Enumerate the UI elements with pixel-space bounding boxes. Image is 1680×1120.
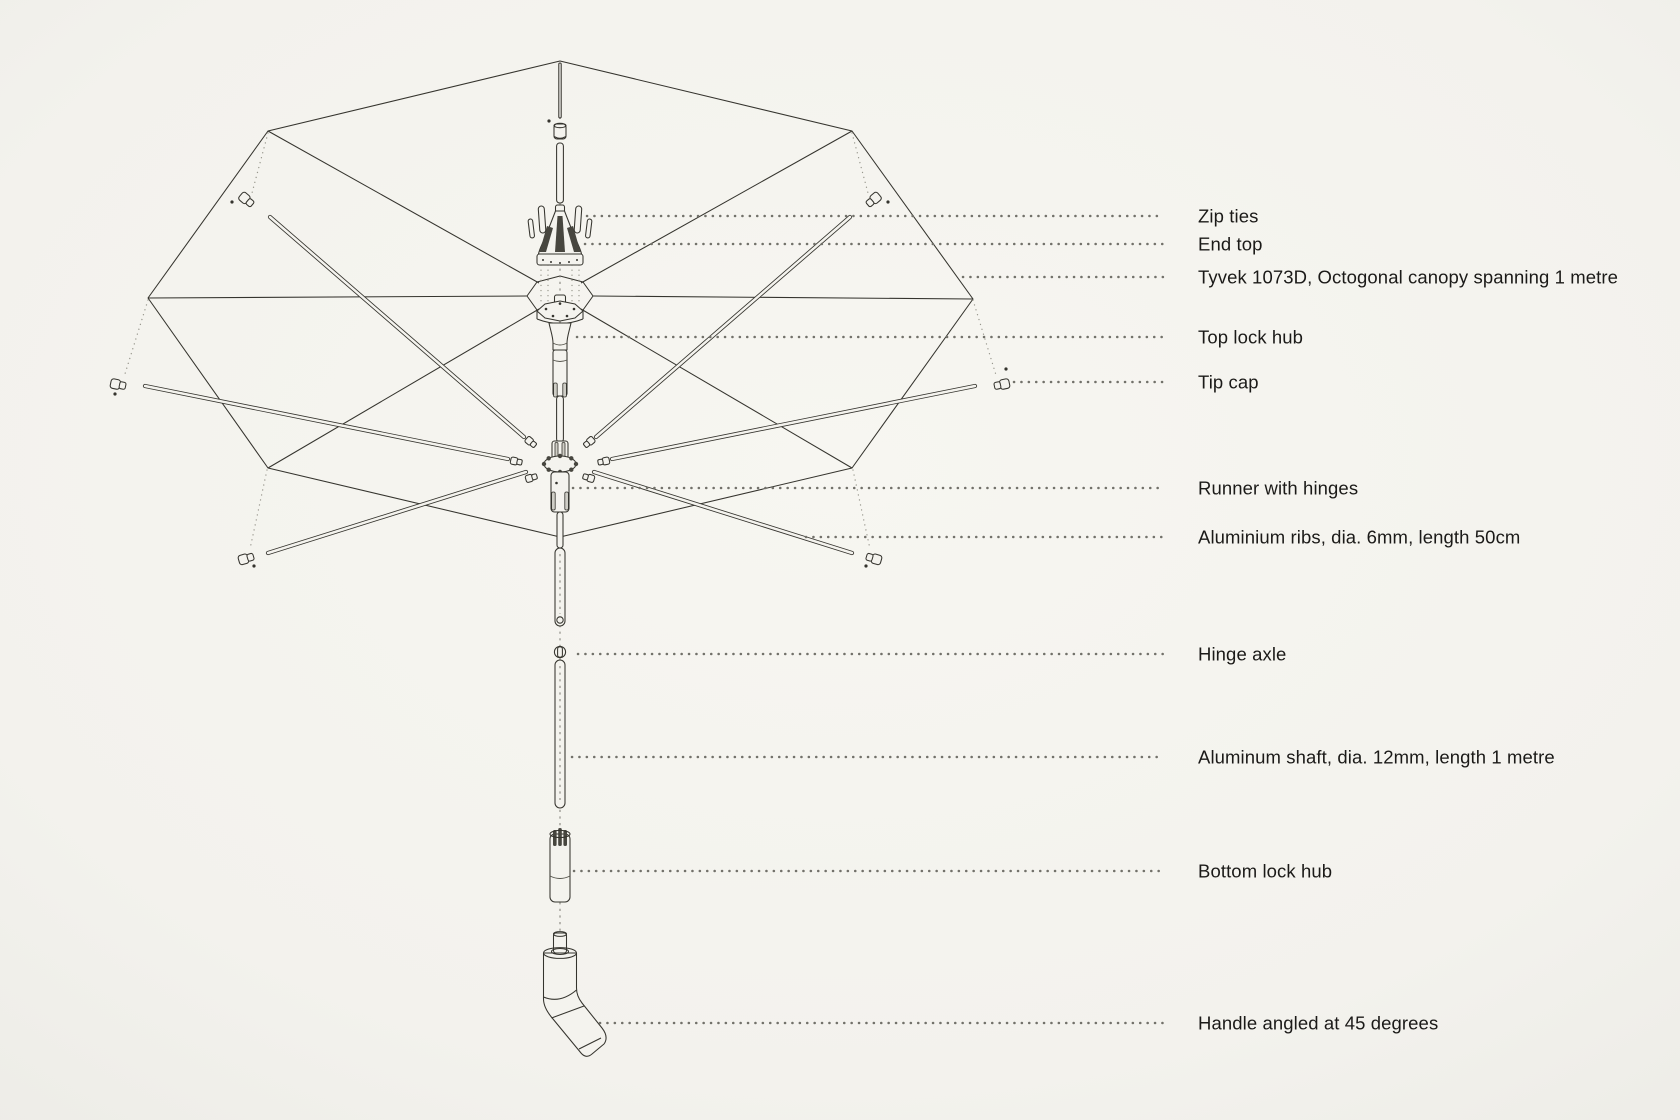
label-top-lock-hub: Top lock hub xyxy=(1198,326,1304,348)
label-end-top: End top xyxy=(1198,233,1263,255)
upper-shaft-segment xyxy=(555,548,565,626)
tip-cap-west xyxy=(110,378,127,390)
label-tyvek-1073d-octogonal-canopy-spanning-1-: Tyvek 1073D, Octogonal canopy spanning 1 metre xyxy=(1198,266,1619,288)
part-labels xyxy=(1198,206,1618,1034)
label-tip-cap: Tip cap xyxy=(1198,371,1259,393)
tip-cap-southeast xyxy=(865,552,882,566)
tip-cap-east xyxy=(993,378,1010,390)
tip-cap-southwest xyxy=(238,552,255,566)
aluminum-shaft xyxy=(555,660,565,808)
label-aluminium-ribs-dia-6mm-length-50cm: Aluminium ribs, dia. 6mm, length 50cm xyxy=(1198,526,1521,548)
label-hinge-axle: Hinge axle xyxy=(1198,643,1287,665)
top-spike xyxy=(547,63,566,213)
runner-with-hinges xyxy=(542,441,578,548)
handle xyxy=(544,932,607,1057)
spike-screw-dot xyxy=(547,119,550,122)
label-zip-ties: Zip ties xyxy=(1198,205,1259,227)
upper-tube xyxy=(557,143,564,203)
label-bottom-lock-hub: Bottom lock hub xyxy=(1198,860,1333,882)
hub-trumpet xyxy=(549,323,571,350)
ferrule-cap xyxy=(554,123,566,139)
hinge-axle xyxy=(554,646,565,657)
leader-lines xyxy=(572,216,1163,1023)
bottom-lock-hub xyxy=(550,828,570,902)
tip-cap-northeast xyxy=(865,191,883,208)
tip-cap-northwest xyxy=(238,191,256,208)
top-lock-hub xyxy=(537,295,583,442)
label-aluminum-shaft-dia-12mm-length-1-metre: Aluminum shaft, dia. 12mm, length 1 metre xyxy=(1198,746,1555,768)
label-handle-angled-at-45-degrees: Handle angled at 45 degrees xyxy=(1198,1012,1439,1034)
label-runner-with-hinges: Runner with hinges xyxy=(1198,477,1359,499)
